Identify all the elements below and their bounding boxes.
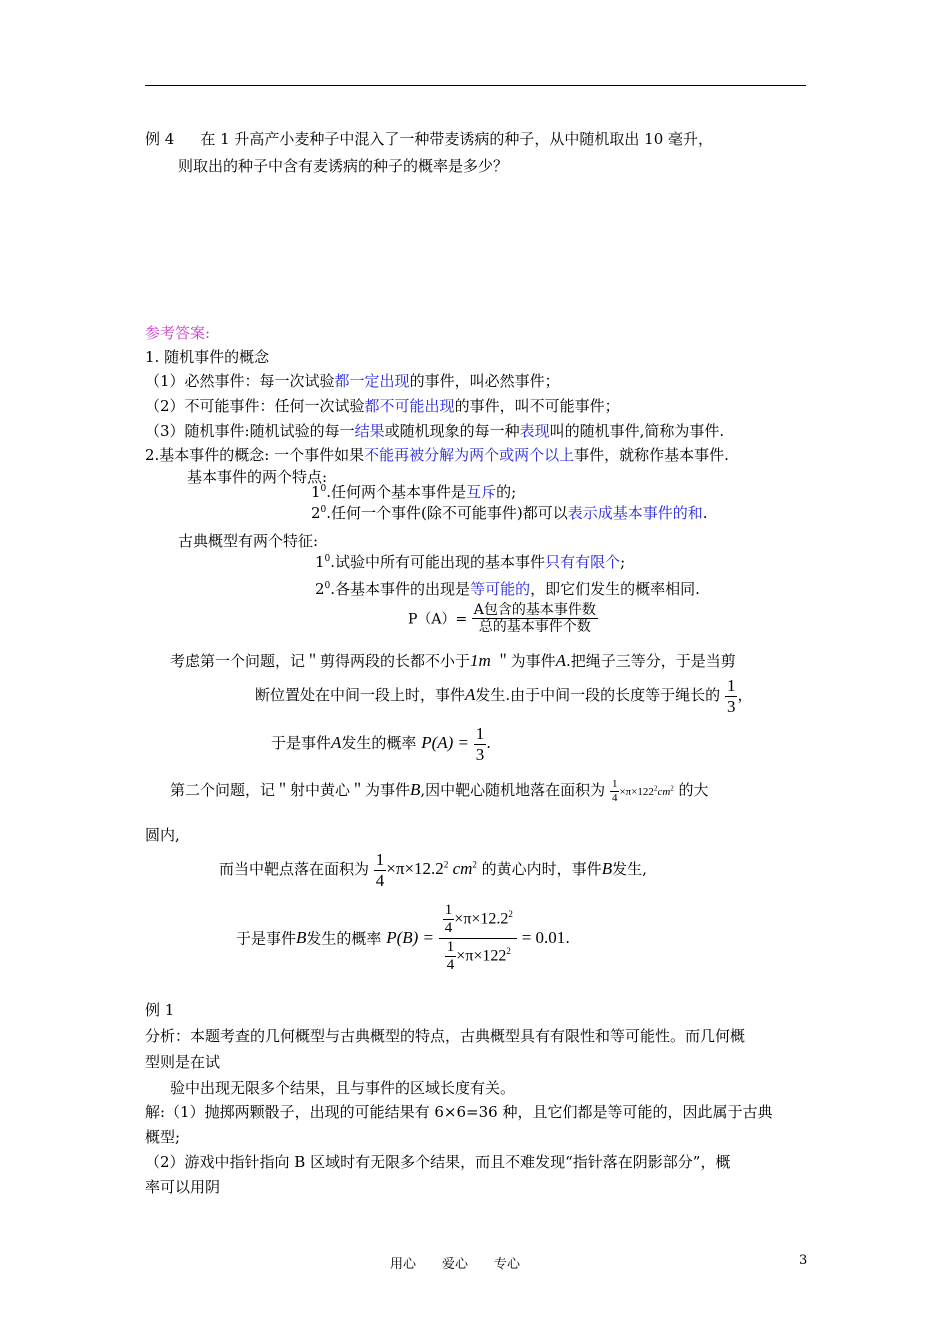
example1-solution-3: （2）游戏中指针指向 B 区域时有无限多个结果，而且不难发现“指针落在阴影部分”，概: [145, 1153, 731, 1171]
sec1-title: 1. 随机事件的概念: [145, 348, 270, 366]
sec2-feature-1: $1^0$.任何两个基本事件是互斥的;: [311, 483, 517, 501]
answers-title: 参考答案:: [145, 324, 211, 342]
classic-probability-formula: P（A）= $\frac{\text{A包含的基本事件数}}{\text{总的基本事件个数}}$: [408, 602, 596, 636]
header-rule: [145, 85, 806, 86]
sec2-feature-2: $2^0$.任何一个事件(除不可能事件)都可以表示成基本事件的和.: [311, 504, 708, 522]
prob2-line2: 圆内,: [145, 826, 180, 844]
footer-text: 用心 爱心 专心: [390, 1257, 521, 1272]
example1-solution-1: 解:（1）抛掷两颗骰子，出现的可能结果有 6×6=36 种，且它们都是等可能的，因此属于古典: [145, 1103, 773, 1121]
prob1-line1: 考虑第一个问题，记＂剪得两段的长都不小于1m ＂为事件A.把绳子三等分，于是当剪: [170, 651, 736, 670]
example1-analysis-2: 型则是在试: [145, 1053, 221, 1071]
sec2-features-title: 基本事件的两个特点:: [187, 468, 328, 486]
classic-title: 古典概型有两个特征:: [178, 532, 319, 550]
classic-feature-1: $1^0$.试验中所有可能出现的基本事件只有有限个;: [315, 553, 626, 571]
classic-feature-2: $2^0$.各基本事件的出现是等可能的，即它们发生的概率相同.: [315, 580, 700, 598]
example1-analysis-3: 验中出现无限多个结果，且与事件的区域长度有关。: [170, 1079, 516, 1097]
prob1-line2: 断位置处在中间一段上时，事件A发生.由于中间一段的长度等于绳长的 $\frac{1}{3}$ ，: [255, 676, 753, 716]
sec1-item2: （2）不可能事件：任何一次试验都不可能出现的事件，叫不可能事件；: [145, 397, 620, 415]
example1-analysis-1: 分析：本题考查的几何概型与古典概型的特点，古典概型具有有限性和等可能性。而几何概: [145, 1027, 746, 1045]
sec1-item3: （3）随机事件:随机试验的每一结果或随机现象的每一种表现叫的随机事件,简称为事件.: [145, 422, 725, 440]
example1-solution-4: 率可以用阴: [145, 1178, 221, 1196]
prob1-line3: 于是事件A发生的概率 P(A) = $\frac{1}{3}$ .: [271, 724, 492, 764]
example1-solution-2: 概型;: [145, 1128, 181, 1146]
prob2-line1: 第二个问题，记＂射中黄心＂为事件B,因中靶心随机地落在面积为 $\frac{1}{4}$ $\times\pi\times 122^2cm^2$ 的大: [170, 778, 709, 804]
page-number: 3: [799, 1253, 808, 1268]
example1-label: 例 1: [145, 1001, 175, 1019]
example4-label: 例 4: [145, 130, 175, 148]
prob2-line3: 而当中靶点落在面积为 $\frac{1}{4}$ $\times\pi\times 12.2^2$ $cm^2$ 的黄心内时，事件B发生,: [219, 850, 647, 890]
example4-line2: 则取出的种子中含有麦诱病的种子的概率是多少？: [178, 157, 509, 175]
example4-line1: 例 4 在 1 升高产小麦种子中混入了一种带麦诱病的种子，从中随机取出 10 毫升，: [145, 130, 714, 148]
sec1-item1: （1）必然事件：每一次试验都一定出现的事件，叫必然事件；: [145, 372, 560, 390]
prob2-line4: 于是事件B发生的概率 P(B) = $\frac{1}{4}$ $\times\pi\times 12.2^2$ $\frac{1}{4}$ $\times\pi\times 122^2$ = 0.01.: [236, 902, 571, 973]
sec2-definition: 2.基本事件的概念: 一个事件如果不能再被分解为两个或两个以上事件，就称作基本事件.: [145, 446, 729, 464]
